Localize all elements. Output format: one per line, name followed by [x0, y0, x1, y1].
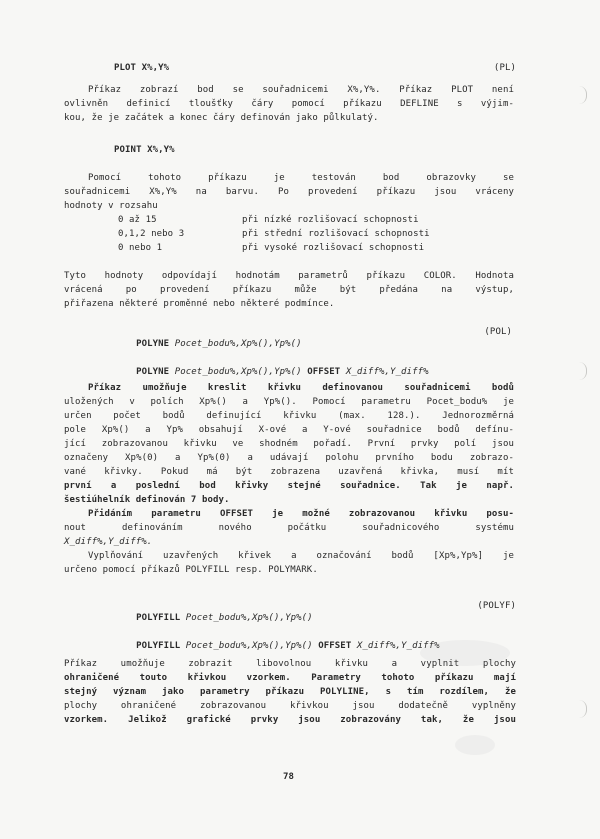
point-value-range: 0 nebo 1 — [118, 243, 163, 253]
polyfill-args: Pocet_bodu%,Xp%(),Yp%() — [185, 613, 313, 623]
point-para-line-2: souřadnicemi X%,Y% na barvu. Po provedení příkazu jsou vráceny — [64, 187, 514, 197]
offset-args: X_diff%,Y_diff% — [345, 367, 429, 377]
plot-abbr: (PL) — [493, 63, 516, 73]
polyline-args: Pocet_bodu%,Xp%(),Yp%() — [174, 339, 302, 349]
point-para-line-1: Pomocí tohoto příkazu je testován bod obrazovky se — [88, 173, 514, 183]
plot-para-line-3: kou, že je začátek a konec čáry definován jako půlkulatý. — [64, 113, 379, 123]
polyfill-para-line-4: plochy ohraničené zobrazovanou křivkou jsou dodatečně vyplněny — [64, 701, 516, 711]
polyline-para-line-5: jící zobrazovanou křivku ve shodném pořadí. První prvky polí jsou — [64, 439, 514, 449]
polyfill-abbr: (POLYF) — [477, 601, 516, 611]
point-para2-line-1: Tyto hodnoty odpovídají hodnotám parametrů příkazu COLOR. Hodnota — [64, 271, 514, 281]
polyline-para-line-3: určen počet bodů definující křivku (max. 128.). Jednorozměrná — [64, 411, 514, 421]
polyline-para3-line-1: Vyplňování uzavřených křivek a označování bodů [Xp%,Yp%] je — [88, 551, 514, 561]
polyfill-keyword: POLYFILL — [136, 641, 181, 651]
point-value-desc: při nízké rozlišovací schopnosti — [242, 215, 419, 225]
polyfill-args: Pocet_bodu%,Xp%(),Yp%() — [185, 641, 313, 651]
plot-para-line-1: Příkaz zobrazí bod se souřadnicemi X%,Y%. Příkaz PLOT není — [88, 85, 514, 95]
polyline-keyword: POLYNE — [136, 339, 170, 349]
scan-smudge — [455, 735, 495, 755]
plot-syntax: PLOT X%,Y% — [114, 63, 170, 73]
point-value-range: 0,1,2 nebo 3 — [118, 229, 185, 239]
polyline-para-line-8: první a poslední bod křivky stejné souřadnice. Tak je např. — [64, 481, 514, 491]
polyline-para3-line-2: určeno pomocí příkazů POLYFILL resp. POLYMARK. — [64, 565, 318, 575]
plot-para-line-2: ovlivněn definicí tloušťky čáry pomocí příkazu DEFLINE s výjim- — [64, 99, 514, 109]
polyfill-keyword: POLYFILL — [136, 613, 181, 623]
polyline-para-line-9: šestiúhelník definován 7 body. — [64, 495, 230, 505]
binder-hole-mark — [578, 86, 587, 104]
scan-smudge — [420, 640, 510, 666]
polyline-para-line-7: vané křivky. Pokud má být zobrazena uzavřená křivka, musí mít — [64, 467, 514, 477]
point-para-line-3: hodnoty v rozsahu — [64, 201, 158, 211]
offset-keyword: OFFSET — [307, 367, 341, 377]
polyline-para-line-1: Příkaz umožňuje kreslit křivku definovanou souřadnicemi bodů — [88, 383, 514, 393]
polyline-para2-line-1: Přidáním parametru OFFSET je možné zobrazovanou křivku posu- — [88, 509, 514, 519]
polyfill-para-line-3: stejný význam jako parametry příkazu POLYLINE, s tím rozdílem, že — [64, 687, 516, 697]
polyfill-para-line-2: ohraničené touto křivkou vzorkem. Parametry tohoto příkazu mají — [64, 673, 516, 683]
polyfill-para-line-1: Příkaz umožňuje zobrazit libovolnou křivku a vyplnit plochy — [64, 659, 516, 669]
polyline-para-line-4: pole Xp%() a Yp% obsahují X-ové a Y-ové souřadnice bodů defínu- — [64, 425, 514, 435]
offset-keyword: OFFSET — [318, 641, 352, 651]
binder-hole-mark — [578, 700, 587, 718]
point-para2-line-3: přiřazena některé proměnné nebo některé podmínce. — [64, 299, 335, 309]
polyline-args: Pocet_bodu%,Xp%(),Yp%() — [174, 367, 302, 377]
polyline-para2-line-2: nout definováním nového počátku souřadnicového systému — [64, 523, 514, 533]
point-value-range: 0 až 15 — [118, 215, 157, 225]
point-value-desc: při střední rozlišovací schopnosti — [242, 229, 430, 239]
polyline-abbr: (POL) — [484, 327, 512, 337]
polyline-para2-line-3: X_diff%,Y_diff%. — [64, 537, 153, 547]
offset-args: X_diff%,Y_diff% — [356, 641, 440, 651]
polyline-para-line-2: uložených v polích Xp%() a Yp%(). Pomocí parametru Pocet_bodu% je — [64, 397, 514, 407]
polyline-para-line-6: označeny Xp%(0) a Yp%(0) a udávají polohu prvního bodu zobrazo- — [64, 453, 514, 463]
point-para2-line-2: vrácená po provedení příkazu může být předána na výstup, — [64, 285, 514, 295]
page-number: 78 — [283, 772, 295, 782]
polyline-keyword: POLYNE — [136, 367, 170, 377]
polyfill-para-line-5: vzorkem. Jelikož grafické prvky jsou zobrazovány tak, že jsou — [64, 715, 516, 725]
point-value-desc: při vysoké rozlišovací schopnosti — [242, 243, 425, 253]
binder-hole-mark — [578, 362, 587, 380]
point-syntax: POINT X%,Y% — [114, 145, 175, 155]
